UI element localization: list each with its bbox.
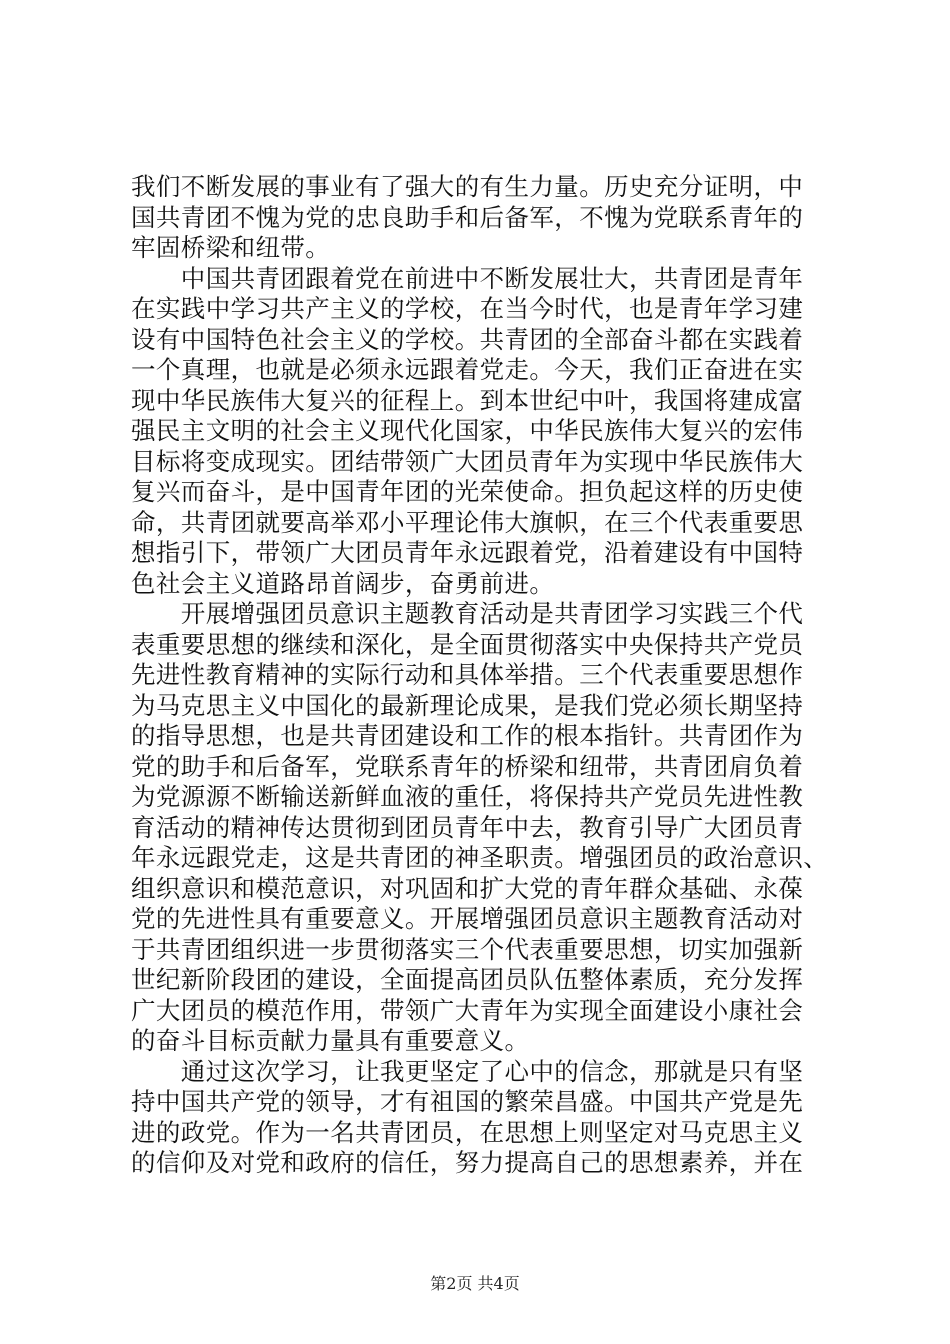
text-line: 目标将变成现实。团结带领广大团员青年为实现中华民族伟大 (131, 446, 804, 476)
text-line: 我们不断发展的事业有了强大的有生力量。历史充分证明，中 (131, 172, 804, 201)
text-line: 为党源源不断输送新鲜血液的重任，将保持共产党员先进性教 (131, 782, 804, 811)
text-line: 的奋斗目标贡献力量具有重要意义。 (131, 1026, 530, 1055)
text-line: 强民主文明的社会主义现代化国家，中华民族伟大复兴的宏伟 (131, 416, 804, 445)
text-line: 表重要思想的继续和深化，是全面贯彻落实中央保持共产党员 (131, 629, 804, 659)
text-line: 育活动的精神传达贯彻到团员青年中去，教育引导广大团员青 (131, 812, 804, 842)
text-line: 现中华民族伟大复兴的征程上。到本世纪中叶，我国将建成富 (131, 385, 804, 415)
text-line: 的信仰及对党和政府的信任，努力提高自己的思想素养，并在 (131, 1148, 804, 1177)
text-line: 年永远跟党走，这是共青团的神圣职责。增强团员的政治意识、 (131, 843, 829, 872)
text-line: 党的先进性具有重要意义。开展增强团员意识主题教育活动对 (131, 904, 804, 933)
text-line: 的指导思想，也是共青团建设和工作的根本指针。共青团作为 (131, 721, 804, 750)
text-line: 在实践中学习共产主义的学校，在当今时代，也是青年学习建 (131, 294, 804, 323)
text-line: 于共青团组织进一步贯彻落实三个代表重要思想，切实加强新 (131, 934, 804, 964)
text-line: 开展增强团员意识主题教育活动是共青团学习实践三个代 (131, 599, 804, 628)
text-line: 为马克思主义中国化的最新理论成果，是我们党必须长期坚持 (131, 690, 804, 720)
text-line: 进的政党。作为一名共青团员，在思想上则坚定对马克思主义 (131, 1117, 804, 1147)
text-line: 先进性教育精神的实际行动和具体举措。三个代表重要思想作 (131, 660, 804, 689)
text-line: 通过这次学习，让我更坚定了心中的信念，那就是只有坚 (131, 1056, 804, 1086)
text-line: 复兴而奋斗，是中国青年团的光荣使命。担负起这样的历史使 (131, 477, 804, 506)
text-line: 中国共青团跟着党在前进中不断发展壮大，共青团是青年 (131, 263, 804, 293)
text-line: 世纪新阶段团的建设，全面提高团员队伍整体素质，充分发挥 (131, 965, 804, 994)
text-line: 党的助手和后备军，党联系青年的桥梁和纽带，共青团肩负着 (131, 751, 804, 781)
text-line: 国共青团不愧为党的忠良助手和后备军，不愧为党联系青年的 (131, 202, 804, 232)
text-line: 想指引下，带领广大团员青年永远跟着党，沿着建设有中国特 (131, 538, 804, 567)
text-line: 设有中国特色社会主义的学校。共青团的全部奋斗都在实践着 (131, 324, 804, 354)
text-line: 色社会主义道路昂首阔步，奋勇前进。 (131, 568, 555, 598)
text-line: 牢固桥梁和纽带。 (131, 233, 331, 262)
body-text (131, 172, 831, 1179)
text-line: 广大团员的模范作用，带领广大青年为实现全面建设小康社会 (131, 995, 804, 1025)
text-line: 一个真理，也就是必须永远跟着党走。今天，我们正奋进在实 (131, 355, 804, 384)
text-line: 持中国共产党的领导，才有祖国的繁荣昌盛。中国共产党是先 (131, 1087, 804, 1116)
text-line: 组织意识和模范意识，对巩固和扩大党的青年群众基础、永葆 (131, 873, 804, 903)
text-line: 命，共青团就要高举邓小平理论伟大旗帜，在三个代表重要思 (131, 507, 804, 537)
page-number-footer: 第2页 共4页 (430, 1274, 520, 1293)
